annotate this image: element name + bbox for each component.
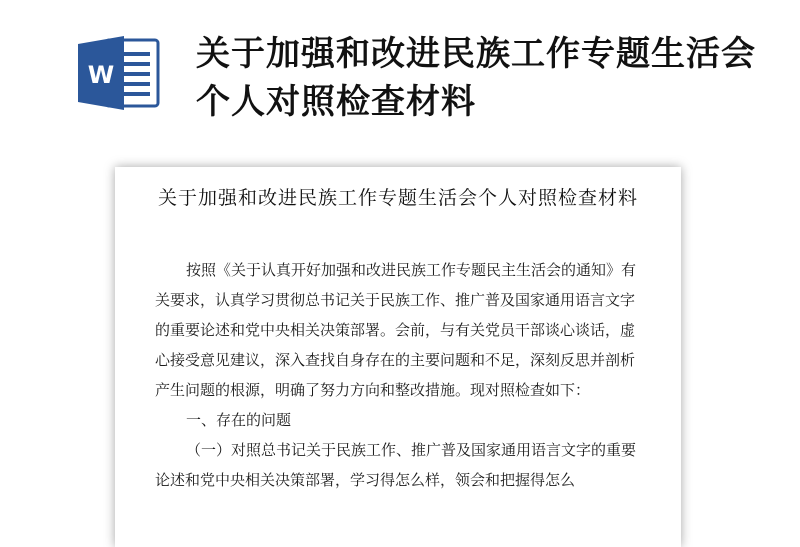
document-page bbox=[115, 167, 681, 547]
intro-paragraph: 按照《关于认真开好加强和改进民族工作专题民主生活会的通知》有关要求，认真学习贯彻总书记关于民族工作、推广普及国家通用语言文字的重要论述和党中央相关决策部署。会前，与有关党员干部谈心谈话，虚心接受意见建议，深入查找自身存在的主要问题和不足，深刻反思并剖析产生问题的根源，明确了努力方向和整改措施。现对照检查如下： bbox=[155, 261, 637, 399]
word-document-icon bbox=[76, 34, 164, 112]
document-title: 关于加强和改进民族工作专题生活会个人对照检查材料 bbox=[157, 187, 638, 209]
section-heading: 一、存在的问题 bbox=[186, 411, 292, 429]
header bbox=[0, 0, 800, 150]
document-body bbox=[155, 255, 645, 495]
header-title: 关于加强和改进民族工作专题生活会个人对照检查材料 bbox=[196, 34, 756, 122]
svg-text:W: W bbox=[87, 61, 115, 89]
sub-paragraph: （一）对照总书记关于民族工作、推广普及国家通用语言文字的重要论述和党中央相关决策部署，学习得怎么样，领会和把握得怎么 bbox=[155, 441, 637, 489]
